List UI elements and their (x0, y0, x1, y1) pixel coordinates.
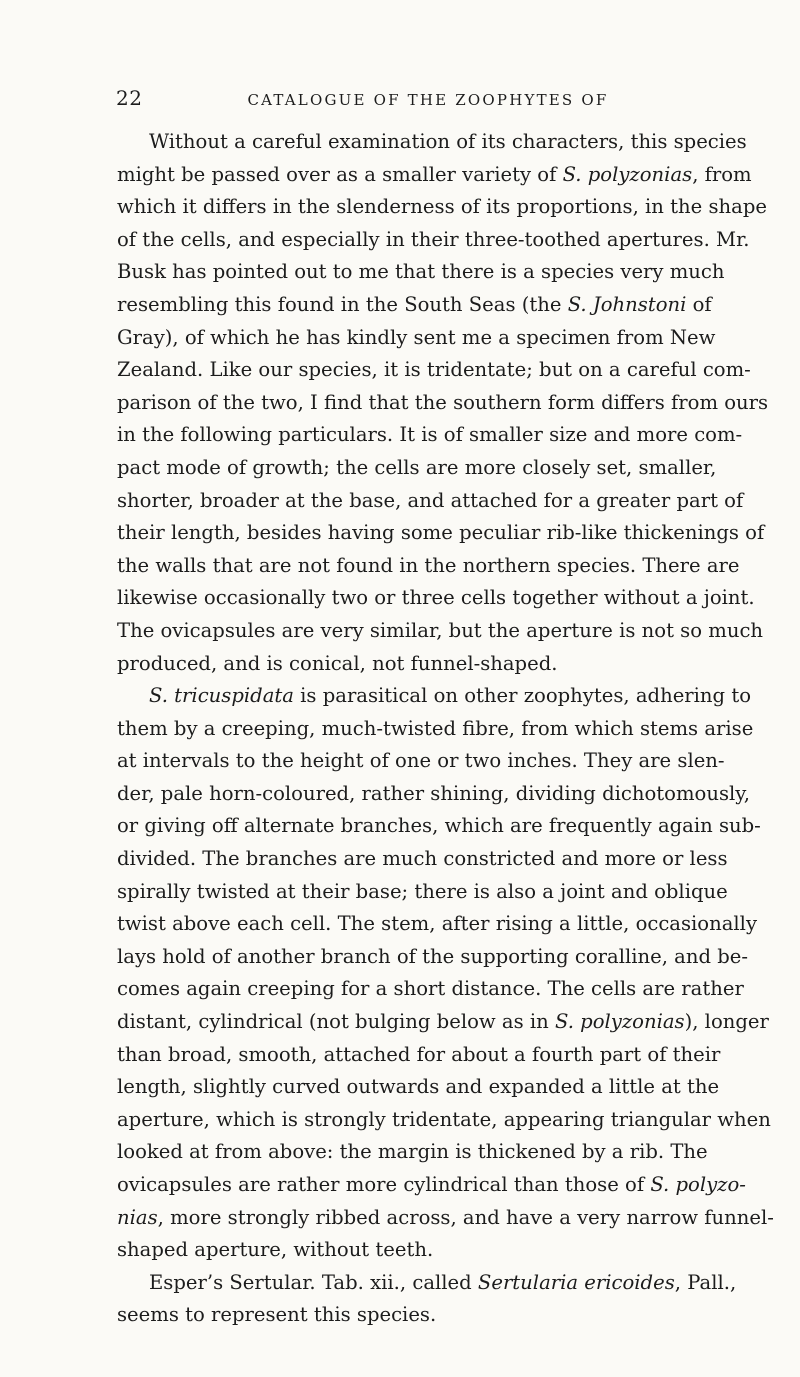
text-run: produced, and is conical, not funnel-shaped. (117, 651, 558, 675)
text-run: might be passed over as a smaller variety of (117, 162, 563, 186)
text-run: twist above each cell. The stem, after rising a little, occasionally (117, 912, 758, 936)
text-line (117, 876, 728, 909)
text-line (117, 256, 725, 289)
text-run: , Pall., (674, 1270, 737, 1294)
text-line (117, 1039, 721, 1072)
paragraph (117, 126, 769, 680)
text-run: is parasitical on other zoophytes, adhering to (293, 684, 751, 708)
text-line (117, 354, 751, 387)
text-line (117, 550, 740, 583)
text-run: Esper’s Sertular. Tab. xii., called (149, 1270, 478, 1294)
paragraph (117, 680, 774, 1267)
text-run: The ovicapsules are very similar, but the aperture is not so much (117, 618, 764, 642)
text-run: Gray), of which he has kindly sent me a specimen from New (117, 325, 716, 349)
text-line (117, 941, 749, 974)
text-line (117, 452, 717, 485)
text-run: their length, besides having some peculiar rib-like thickenings of (117, 521, 765, 545)
text-run: length, slightly curved outwards and expanded a little at the (117, 1075, 720, 1099)
text-line (117, 973, 744, 1006)
text-run: Without a careful examination of its characters, this species (149, 130, 747, 153)
text-run: of the cells, and especially in their three-toothed apertures. Mr. (117, 227, 750, 251)
text-run: divided. The branches are much constricted and more or less (117, 847, 728, 871)
text-line (117, 419, 743, 452)
italic-taxon: nias (117, 1205, 158, 1229)
text-run: , more strongly ribbed across, and have a very narrow funnel- (157, 1205, 774, 1229)
text-run: Zealand. Like our species, it is tridentate; but on a careful com- (117, 358, 751, 382)
text-line (117, 648, 691, 681)
italic-taxon: S. tricuspidata (149, 684, 294, 708)
page-number: 22 (116, 86, 143, 110)
text-run: aperture, which is strongly tridentate, appearing triangular when (117, 1107, 771, 1131)
text-line (117, 1169, 746, 1202)
italic-taxon: S. polyzo- (650, 1173, 746, 1196)
text-run: them by a creeping, much-twisted fibre, from which stems arise (117, 716, 754, 740)
body-text (117, 126, 774, 1332)
text-line (117, 713, 754, 746)
text-run: at intervals to the height of one or two inches. They are slen- (117, 749, 725, 773)
text-run: which it differs in the slenderness of its proportions, in the shape (117, 195, 767, 219)
text-line (117, 191, 767, 224)
text-run: distant, cylindrical (not bulging below as in (117, 1010, 555, 1034)
text-run: seems to represent this species. (117, 1303, 437, 1327)
text-line (117, 224, 750, 257)
italic-taxon: S. Johnstoni (567, 292, 687, 316)
text-line (117, 778, 750, 811)
text-run: ovicapsules are rather more cylindrical than those of (117, 1173, 651, 1196)
text-line (117, 485, 744, 518)
text-run: looked at from above: the margin is thickened by a rib. The (117, 1140, 708, 1164)
text-run: lays hold of another branch of the supporting coralline, and be- (117, 944, 749, 968)
text-line (117, 843, 728, 876)
text-run: likewise occasionally two or three cells together without a joint. (117, 586, 755, 610)
text-run: parison of the two, I find that the southern form differs from ours (117, 390, 769, 414)
text-run: in the following particulars. It is of smaller size and more com- (117, 423, 743, 447)
text-line (117, 908, 758, 941)
text-line (117, 680, 751, 713)
text-line (117, 582, 755, 615)
text-line (117, 322, 716, 355)
text-line (117, 1006, 769, 1039)
text-line (117, 1234, 691, 1267)
text-line (117, 1299, 691, 1332)
running-head: CATALOGUE OF THE ZOOPHYTES OF (247, 91, 609, 109)
text-run: spirally twisted at their base; there is also a joint and oblique (117, 879, 728, 903)
text-line (117, 517, 765, 550)
text-line (117, 1071, 720, 1104)
text-run: shaped aperture, without teeth. (117, 1238, 434, 1262)
text-run: than broad, smooth, attached for about a fourth part of their (117, 1042, 721, 1066)
text-run: shorter, broader at the base, and attached for a greater part of (117, 488, 744, 512)
text-run: pact mode of growth; the cells are more closely set, smaller, (117, 455, 717, 479)
italic-taxon: S. polyzonias (554, 1010, 685, 1034)
text-line (117, 289, 712, 322)
text-line (117, 1136, 708, 1169)
text-run: der, pale horn-coloured, rather shining, dividing dichotomously, (117, 781, 750, 805)
text-run: Busk has pointed out to me that there is a species very much (117, 260, 725, 284)
text-line (117, 1202, 774, 1235)
text-run: resembling this found in the South Seas (the (117, 292, 568, 316)
text-line (117, 1104, 771, 1137)
text-line (117, 810, 761, 843)
text-run: , from (692, 162, 752, 186)
text-line (117, 159, 752, 192)
italic-taxon: S. polyzonias (562, 162, 693, 186)
text-line (117, 387, 769, 420)
text-run: of (686, 292, 712, 316)
text-line (117, 126, 747, 159)
text-run: or giving off alternate branches, which are frequently again sub- (117, 814, 761, 838)
italic-taxon: Sertularia ericoides (477, 1270, 675, 1294)
text-run: comes again creeping for a short distance. The cells are rather (117, 977, 744, 1001)
text-line (117, 615, 764, 648)
text-line (117, 1267, 737, 1300)
text-run: ), longer (684, 1010, 769, 1034)
text-line (117, 745, 725, 778)
paragraph (117, 1267, 737, 1332)
text-run: the walls that are not found in the northern species. There are (117, 553, 740, 577)
